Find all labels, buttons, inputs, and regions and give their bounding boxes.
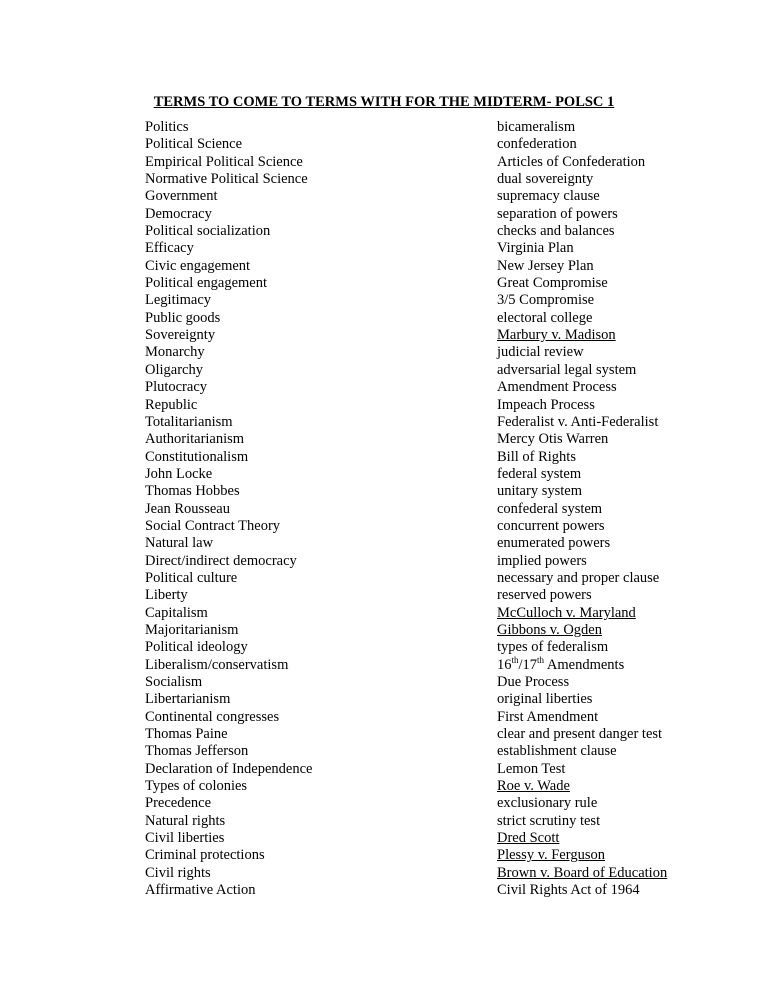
term-item: adversarial legal system bbox=[497, 361, 637, 378]
term-item: judicial review bbox=[497, 344, 584, 361]
term-item: Civil liberties bbox=[145, 830, 225, 847]
amendments-label: Amendments bbox=[544, 656, 625, 673]
term-item: Impeach Process bbox=[497, 396, 595, 413]
term-item: Socialism bbox=[145, 674, 203, 690]
term-item: supremacy clause bbox=[497, 188, 600, 205]
term-item: Authoritarianism bbox=[145, 431, 245, 448]
term-item: Due Process bbox=[497, 674, 570, 690]
term-item: original liberties bbox=[497, 691, 593, 708]
term-item: New Jersey Plan bbox=[497, 257, 594, 274]
term-item: Declaration of Independence bbox=[145, 760, 313, 777]
terms-list-right bbox=[497, 119, 757, 899]
term-item: necessary and proper clause bbox=[497, 569, 660, 586]
term-item: Articles of Confederation bbox=[497, 153, 646, 170]
term-item: Sovereignty bbox=[145, 327, 216, 344]
term-item: federal system bbox=[497, 465, 582, 482]
amendments-term bbox=[497, 654, 757, 674]
term-item: Thomas Jefferson bbox=[145, 743, 249, 760]
case-name-term: Dred Scott bbox=[497, 830, 560, 847]
term-item: First Amendment bbox=[497, 708, 599, 725]
term-item: Civil Rights Act of 1964 bbox=[497, 882, 640, 899]
case-name-term: Gibbons v. Ogden bbox=[497, 621, 602, 638]
term-item: Social Contract Theory bbox=[145, 517, 281, 534]
term-item: Mercy Otis Warren bbox=[497, 431, 609, 448]
term-item: Libertarianism bbox=[145, 691, 231, 708]
term-item: separation of powers bbox=[497, 205, 618, 222]
term-item: types of federalism bbox=[497, 639, 609, 656]
term-item: Monarchy bbox=[145, 344, 205, 361]
term-item: Virginia Plan bbox=[497, 240, 574, 257]
term-item: Precedence bbox=[145, 795, 212, 812]
term-item: dual sovereignty bbox=[497, 171, 594, 188]
page-title: TERMS TO COME TO TERMS WITH FOR THE MIDTERM- POLSC 1 bbox=[153, 94, 615, 110]
term-item: 3/5 Compromise bbox=[497, 292, 595, 309]
case-name-term: Marbury v. Madison bbox=[497, 327, 616, 344]
term-item: establishment clause bbox=[497, 743, 617, 760]
term-item: Civic engagement bbox=[145, 257, 251, 274]
term-item: Political Science bbox=[145, 136, 243, 153]
term-item: Oligarchy bbox=[145, 361, 203, 378]
term-item: Lemon Test bbox=[497, 760, 566, 777]
term-item: enumerated powers bbox=[497, 535, 611, 552]
term-item: Normative Political Science bbox=[145, 171, 308, 188]
term-item: Great Compromise bbox=[497, 275, 608, 292]
case-name-term: Roe v. Wade bbox=[497, 778, 570, 795]
term-item: Empirical Political Science bbox=[145, 153, 303, 170]
case-name-term: McCulloch v. Maryland bbox=[497, 604, 636, 621]
case-name-term: Plessy v. Ferguson bbox=[497, 847, 605, 864]
term-item: Political engagement bbox=[145, 275, 268, 292]
term-item: Natural rights bbox=[145, 812, 226, 829]
term-item: Political socialization bbox=[145, 223, 271, 240]
term-item: Political culture bbox=[145, 569, 238, 586]
term-item: Capitalism bbox=[145, 604, 208, 621]
term-item: Criminal protections bbox=[145, 847, 265, 864]
term-item: Bill of Rights bbox=[497, 448, 576, 465]
terms-list-left bbox=[145, 119, 475, 899]
term-item: Political ideology bbox=[145, 639, 248, 656]
term-item: implied powers bbox=[497, 552, 587, 569]
case-name-term: Brown v. Board of Education bbox=[497, 864, 668, 881]
term-item: Efficacy bbox=[145, 240, 194, 257]
term-item: reserved powers bbox=[497, 587, 592, 604]
term-item: Politics bbox=[145, 119, 189, 135]
term-item: checks and balances bbox=[497, 223, 615, 240]
term-item: Thomas Paine bbox=[145, 726, 228, 743]
term-item: Constitutionalism bbox=[145, 448, 249, 465]
term-item: Liberty bbox=[145, 587, 188, 604]
term-item: Jean Rousseau bbox=[145, 500, 230, 517]
amendment-number-16: 16 bbox=[497, 656, 512, 673]
term-item: Continental congresses bbox=[145, 708, 280, 725]
term-item: Government bbox=[145, 188, 218, 205]
term-item: Plutocracy bbox=[145, 379, 208, 396]
term-item: Totalitarianism bbox=[145, 413, 233, 430]
term-item: unitary system bbox=[497, 483, 582, 500]
term-item: Republic bbox=[145, 396, 198, 413]
term-item: Legitimacy bbox=[145, 292, 212, 309]
term-item: Federalist v. Anti-Federalist bbox=[497, 413, 659, 430]
term-item: Public goods bbox=[145, 309, 221, 326]
term-item: Affirmative Action bbox=[145, 882, 256, 899]
term-item: Types of colonies bbox=[145, 778, 248, 795]
term-item: Natural law bbox=[145, 535, 214, 552]
term-item: Civil rights bbox=[145, 864, 211, 881]
term-item: electoral college bbox=[497, 309, 593, 326]
ordinal-suffix: th bbox=[537, 654, 545, 665]
term-item: exclusionary rule bbox=[497, 795, 598, 812]
term-item: Majoritarianism bbox=[145, 621, 239, 638]
term-item: Thomas Hobbes bbox=[145, 483, 240, 500]
term-item: confederation bbox=[497, 136, 577, 153]
term-item: Democracy bbox=[145, 205, 212, 222]
term-item: clear and present danger test bbox=[497, 726, 663, 743]
term-item: John Locke bbox=[145, 465, 213, 482]
term-item: Liberalism/conservatism bbox=[145, 656, 289, 673]
term-item: Amendment Process bbox=[497, 379, 617, 396]
amendment-number-17: /17 bbox=[518, 656, 538, 673]
term-item: concurrent powers bbox=[497, 517, 605, 534]
ordinal-suffix: th bbox=[511, 654, 519, 665]
term-item: confederal system bbox=[497, 500, 603, 517]
term-item: Direct/indirect democracy bbox=[145, 552, 297, 569]
term-item: bicameralism bbox=[497, 119, 576, 135]
term-item: strict scrutiny test bbox=[497, 812, 601, 829]
